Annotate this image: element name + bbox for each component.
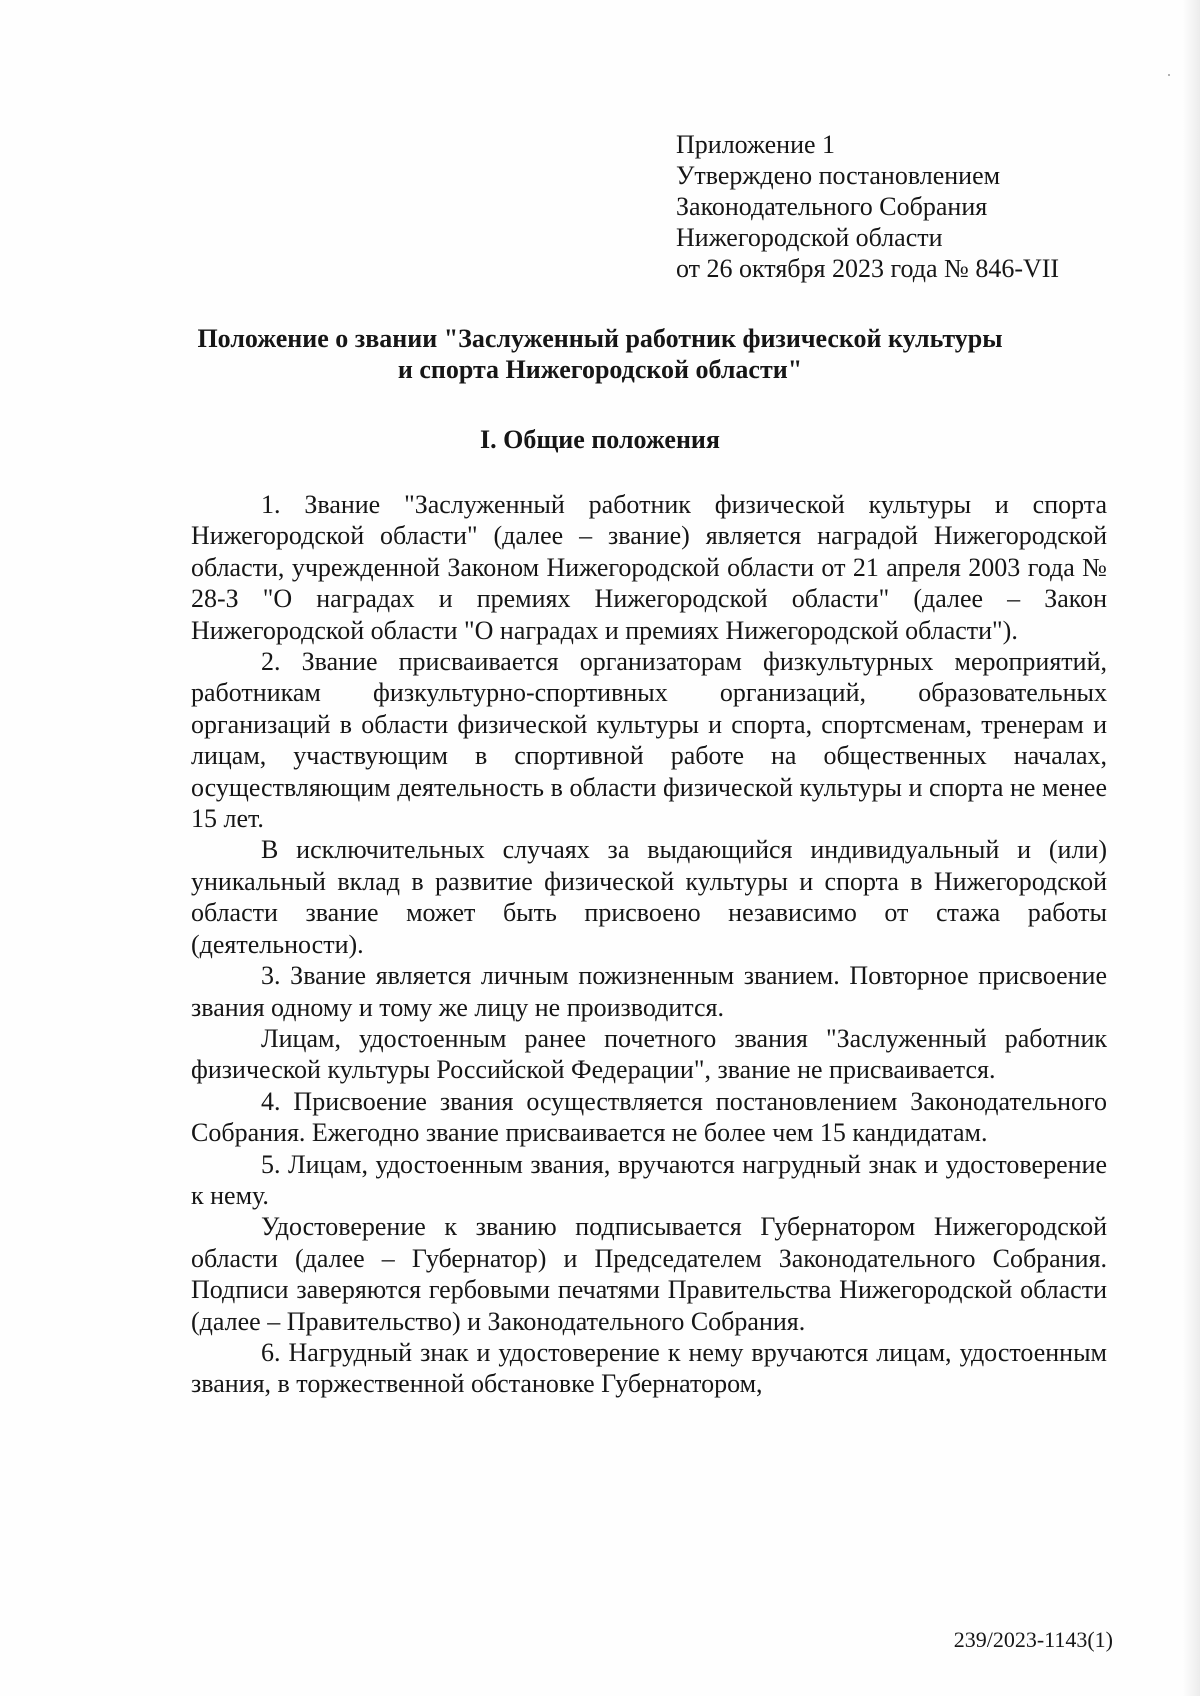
document-title-line: Положение о звании "Заслуженный работник физической культуры [197, 324, 1003, 353]
paragraph-3-note: Лицам, удостоенным ранее почетного звания "Заслуженный работник физической культуры Российской Федерации", звание не присваивается. [191, 1023, 1107, 1085]
approval-line: Приложение 1 [676, 130, 836, 159]
paragraph-2: 2. Звание присваивается организаторам физкультурных мероприятий, работникам физкультурно-спортивных организаций, образовательных организаций в области физической культуры и спорта, спортсменам, тренерам и лицам, участвующим в спортивной работе на общественных началах, осуществляющим деятельность в области физической культуры и спорта не менее 15 лет. [191, 647, 1107, 834]
approval-line: от 26 октября 2023 года № 846-VII [676, 254, 1060, 283]
document-title [150, 323, 1050, 385]
page-edge-shadow [1182, 0, 1200, 1696]
paragraph-5-certificate: Удостоверение к званию подписывается Губернатором Нижегородской области (далее – Губернатор) и Председателем Законодательного Собрания. Подписи заверяются гербовыми печатями Правительства Нижегородской области (далее – Правительство) и Законодательного Собрания. [191, 1212, 1107, 1336]
approval-line: Утверждено постановлением [676, 161, 1001, 190]
paragraph-3: 3. Звание является личным пожизненным званием. Повторное присвоение звания одному и тому же лицу не производится. [191, 961, 1107, 1022]
paragraph-1: 1. Звание "Заслуженный работник физической культуры и спорта Нижегородской области" (далее – звание) является наградой Нижегородской области, учрежденной Законом Нижегородской области от 21 апреля 2003 года № 28-З "О наградах и премиях Нижегородской области" (далее – Закон Нижегородской области "О наградах и премиях Нижегородской области"). [191, 490, 1107, 645]
document-title-line: и спорта Нижегородской области" [397, 355, 803, 384]
paragraph-6: 6. Нагрудный знак и удостоверение к нему вручаются лицам, удостоенным звания, в торжественной обстановке Губернатором, [191, 1337, 1107, 1399]
document-body [191, 489, 1107, 1400]
section-heading: I. Общие положения [480, 425, 720, 454]
paragraph-5: 5. Лицам, удостоенным звания, вручаются нагрудный знак и удостоверение к нему. [191, 1149, 1107, 1210]
paragraph-2-exception: В исключительных случаях за выдающийся индивидуальный и (или) уникальный вклад в развитие физической культуры и спорта в Нижегородской области звание может быть присвоено независимо от стажа работы (деятельности). [191, 835, 1107, 959]
paragraph-4: 4. Присвоение звания осуществляется постановлением Законодательного Собрания. Ежегодно звание присваивается не более чем 15 кандидатам. [191, 1086, 1107, 1148]
approval-line: Законодательного Собрания [676, 192, 988, 221]
scan-speck [1168, 74, 1170, 76]
approval-line: Нижегородской области [676, 223, 943, 252]
approval-block [676, 129, 1059, 284]
document-code: 239/2023-1143(1) [953, 1627, 1113, 1652]
